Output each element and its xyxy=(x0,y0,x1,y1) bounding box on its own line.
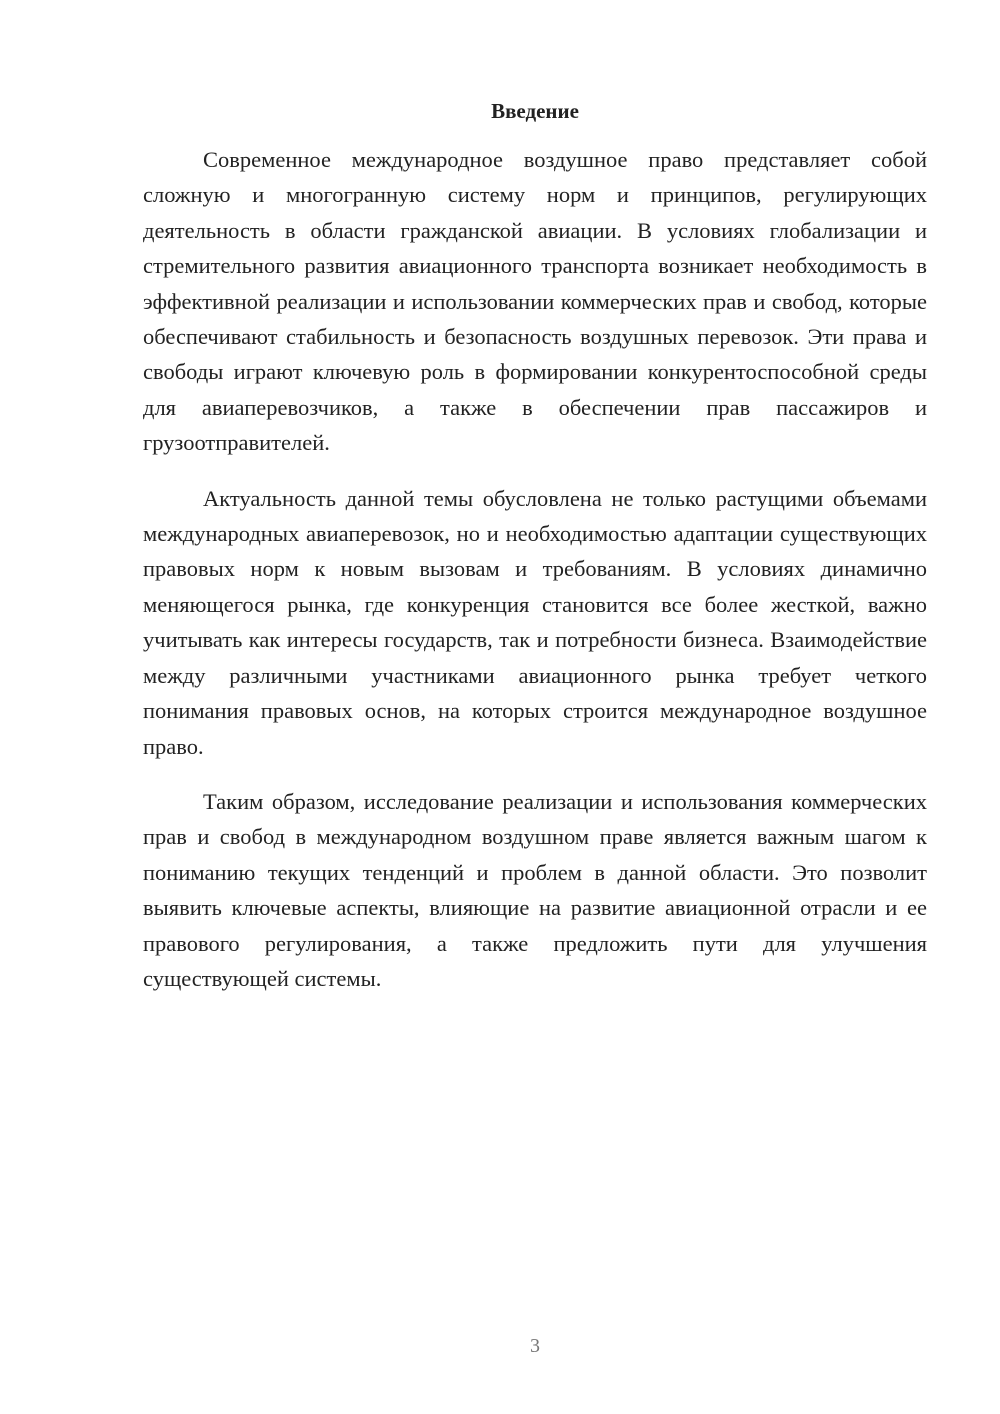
body-text xyxy=(143,142,927,1016)
paragraph-2: Актуальность данной темы обусловлена не только растущими объемами международных авиаперевозок, но и необходимостью адаптации существующих правовых норм к новым вызовам и требованиям. В условиях динамично меняющегося рынка, где конкуренция становится все более жесткой, важно учитывать как интересы государств, так и потребности бизнеса. Взаимодействие между различными участниками авиационного рынка требует четкого понимания правовых основ, на которых строится международное воздушное право. xyxy=(143,485,927,759)
paragraph-1: Современное международное воздушное право представляет собой сложную и многогранную систему норм и принципов, регулирующих деятельность в области гражданской авиации. В условиях глобализации и стремительного развития авиационного транспорта возникает необходимость в эффективной реализации и использовании коммерческих прав и свобод, которые обеспечивают стабильность и безопасность воздушных перевозок. Эти права и свободы играют ключевую роль в формировании конкурентоспособной среды для авиаперевозчиков, а также в обеспечении прав пассажиров и грузоотправителей. xyxy=(143,147,927,456)
page-number: 3 xyxy=(530,1335,540,1357)
section-heading: Введение xyxy=(491,99,579,123)
paragraph-3: Таким образом, исследование реализации и использования коммерческих прав и свобод в международном воздушном праве является важным шагом к пониманию текущих тенденций и проблем в данной области. Это позволит выявить ключевые аспекты, влияющие на развитие авиационной отрасли и ее правового регулирования, а также предложить пути для улучшения существующей системы. xyxy=(143,788,927,991)
